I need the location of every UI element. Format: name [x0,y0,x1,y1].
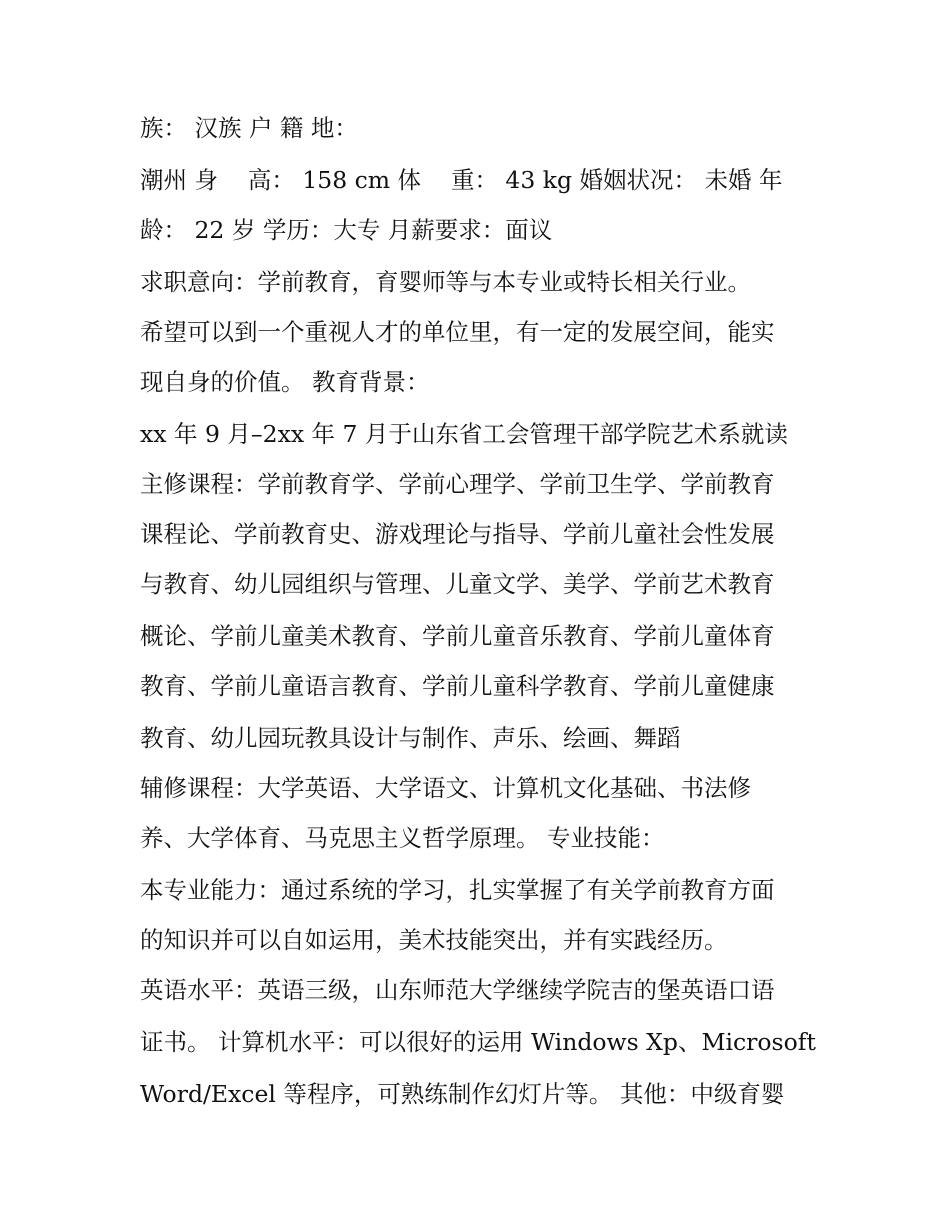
text-line: 英语水平：英语三级，山东师范大学继续学院吉的堡英语口语 [140,976,775,1004]
text-line: 概论、学前儿童美术教育、学前儿童音乐教育、学前儿童体育 [140,622,775,650]
text-line: 养、大学体育、马克思主义哲学原理。 专业技能： [140,824,665,852]
text-line: xx 年 9 月–2xx 年 7 月于山东省工会管理干部学院艺术系就读 [140,420,788,448]
text-line: 潮州 身 高： 158 cm 体 重： 43 kg 婚姻状况： 未婚 年 [140,166,783,194]
text-line: 证书。 计算机水平：可以很好的运用 Windows Xp、Microsoft [140,1028,816,1056]
text-line: 龄： 22 岁 学历：大专 月薪要求：面议 [140,216,553,244]
text-line: 的知识并可以自如运用，美术技能突出，并有实践经历。 [140,926,728,954]
text-line: 本专业能力：通过系统的学习，扎实掌握了有关学前教育方面 [140,876,775,904]
text-line: 与教育、幼儿园组织与管理、儿童文学、美学、学前艺术教育 [140,570,775,598]
text-line: 教育、学前儿童语言教育、学前儿童科学教育、学前儿童健康 [140,672,775,700]
text-line: 求职意向：学前教育，育婴师等与本专业或特长相关行业。 [140,268,751,296]
text-line: 教育、幼儿园玩教具设计与制作、声乐、绘画、舞蹈 [140,724,681,752]
text-line: 希望可以到一个重视人才的单位里，有一定的发展空间，能实 [140,318,775,346]
text-line: Word/Excel 等程序，可熟练制作幻灯片等。 其他：中级育婴 [140,1080,785,1108]
text-line: 课程论、学前教育史、游戏理论与指导、学前儿童社会性发展 [140,520,775,548]
text-line: 现自身的价值。 教育背景： [140,368,430,396]
text-line: 辅修课程：大学英语、大学语文、计算机文化基础、书法修 [140,774,751,802]
text-line: 族： 汉族 户 籍 地： [140,114,358,142]
text-line: 主修课程：学前教育学、学前心理学、学前卫生学、学前教育 [140,470,775,498]
